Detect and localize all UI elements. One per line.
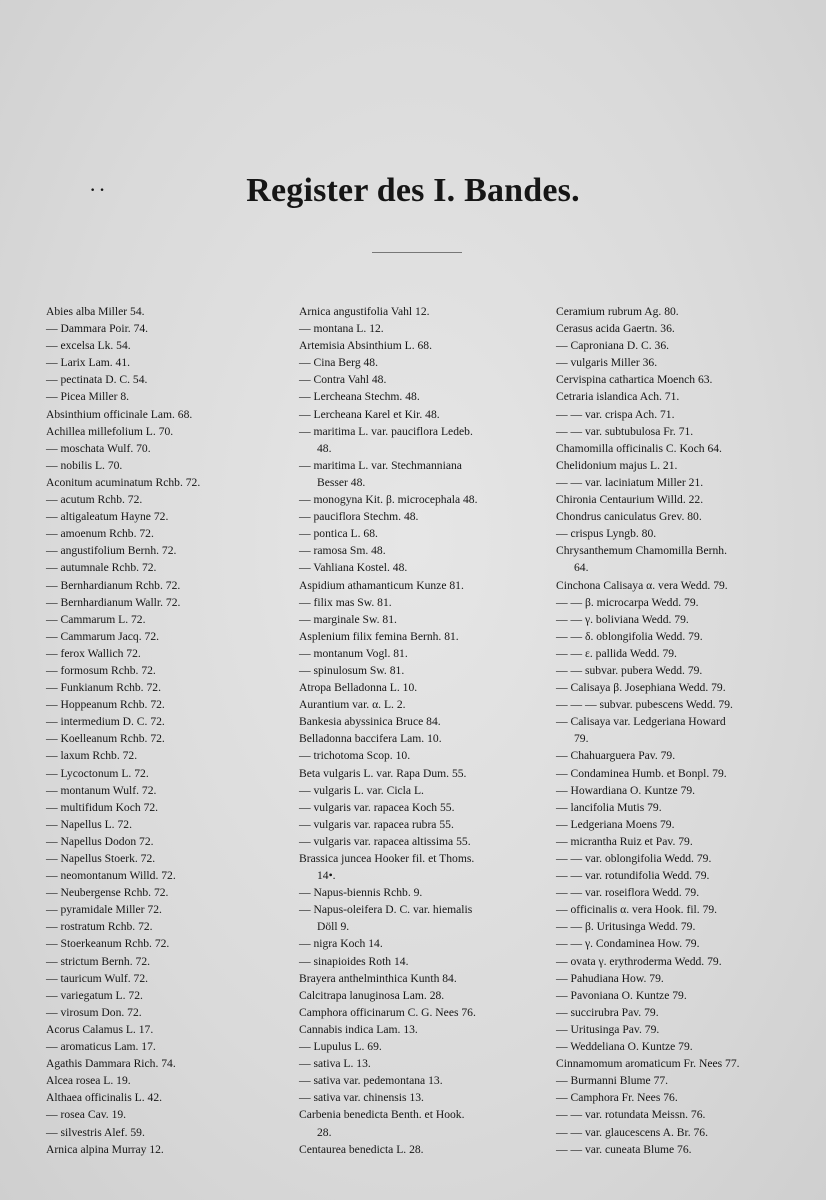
- index-entry: Brassica juncea Hooker fil. et Thoms.: [299, 852, 475, 865]
- index-entry: — Napus-oleifera D. C. var. hiemalis: [299, 903, 473, 917]
- index-entry: Acorus Calamus L. 17.: [46, 1022, 154, 1036]
- index-entry: — Pavoniana O. Kuntze 79.: [556, 988, 687, 1002]
- index-entry: — — var. glaucescens A. Br. 76.: [556, 1125, 708, 1139]
- index-entry: — — subvar. pubera Wedd. 79.: [556, 663, 703, 677]
- index-entry: Cinnamomum aromaticum Fr. Nees 77.: [556, 1057, 740, 1071]
- index-entry: Carbenia benedicta Benth. et Hook.: [299, 1108, 465, 1122]
- index-entry: — intermedium D. C. 72.: [46, 715, 165, 729]
- index-entry: — vulgaris L. var. Cicla L.: [299, 783, 424, 797]
- index-entry: — Koelleanum Rchb. 72.: [46, 732, 165, 746]
- index-entry: Ceramium rubrum Ag. 80.: [556, 305, 679, 318]
- index-entry: — Vahliana Kostel. 48.: [299, 561, 408, 575]
- index-entry: — vulgaris Miller 36.: [556, 356, 658, 370]
- index-entry: — altigaleatum Hayne 72.: [46, 510, 169, 524]
- index-entry: — Napellus L. 72.: [46, 817, 132, 831]
- index-entry: — rosea Cav. 19.: [46, 1108, 127, 1122]
- index-entry: — Stoerkeanum Rchb. 72.: [46, 937, 170, 951]
- title-divider: [372, 252, 462, 253]
- index-entry: 64.: [574, 561, 589, 575]
- index-entry: — ovata γ. erythroderma Wedd. 79.: [556, 954, 722, 968]
- index-entry: Beta vulgaris L. var. Rapa Dum. 55.: [299, 766, 467, 780]
- index-entry: — nigra Koch 14.: [299, 937, 383, 951]
- index-entry: Achillea millefolium L. 70.: [46, 424, 174, 438]
- index-entry: — Uritusinga Pav. 79.: [556, 1022, 660, 1036]
- index-entry: — Calisaya β. Josephiana Wedd. 79.: [556, 681, 726, 695]
- index-entry: — lancifolia Mutis 79.: [556, 800, 662, 814]
- index-entry: — rostratum Rchb. 72.: [46, 920, 153, 934]
- index-entry: — — β. Uritusinga Wedd. 79.: [556, 920, 696, 934]
- index-entry: Aurantium var. α. L. 2.: [299, 698, 406, 712]
- index-entry: — moschata Wulf. 70.: [46, 441, 151, 455]
- index-entry: Calcitrapa lanuginosa Lam. 28.: [299, 988, 445, 1002]
- index-entry: — montanum Vogl. 81.: [299, 646, 408, 660]
- index-entry: — montana L. 12.: [299, 322, 384, 336]
- index-entry: — — δ. oblongifolia Wedd. 79.: [556, 629, 703, 643]
- index-entry: — Bernhardianum Rchb. 72.: [46, 578, 181, 592]
- index-entry: — filix mas Sw. 81.: [299, 595, 392, 609]
- index-entry: — Dammara Poir. 74.: [46, 322, 149, 336]
- index-entry: — sinapioides Roth 14.: [299, 954, 409, 968]
- index-entry: Artemisia Absinthium L. 68.: [299, 339, 432, 353]
- index-entry: Arnica alpina Murray 12.: [46, 1142, 164, 1156]
- index-entry: — amoenum Rchb. 72.: [46, 527, 154, 541]
- index-entry: — marginale Sw. 81.: [299, 612, 397, 626]
- index-entry: Aconitum acuminatum Rchb. 72.: [46, 475, 201, 489]
- index-entry: Arnica angustifolia Vahl 12.: [299, 305, 430, 318]
- index-entry: Cervispina cathartica Moench 63.: [556, 373, 713, 387]
- index-entry: — variegatum L. 72.: [46, 988, 143, 1002]
- index-entry: — ramosa Sm. 48.: [299, 544, 386, 558]
- index-entry: — Cammarum L. 72.: [46, 612, 146, 626]
- index-entry: — Caproniana D. C. 36.: [556, 339, 670, 353]
- index-entry: Alcea rosea L. 19.: [46, 1074, 131, 1088]
- index-entry: — laxum Rchb. 72.: [46, 749, 138, 763]
- index-entry: — Napus-biennis Rchb. 9.: [299, 886, 423, 900]
- index-entry: — Lupulus L. 69.: [299, 1040, 382, 1054]
- index-entry: Cannabis indica Lam. 13.: [299, 1022, 418, 1036]
- index-entry: — pauciflora Stechm. 48.: [299, 510, 419, 524]
- index-entry: Cerasus acida Gaertn. 36.: [556, 322, 675, 336]
- index-entry: — maritima L. var. pauciflora Ledeb.: [299, 424, 473, 438]
- index-entry: Belladonna baccifera Lam. 10.: [299, 732, 442, 746]
- index-entry: Cetraria islandica Ach. 71.: [556, 390, 680, 404]
- index-entry: — pontica L. 68.: [299, 527, 378, 541]
- index-entry: — vulgaris var. rapacea Koch 55.: [299, 800, 455, 814]
- index-entry: — Lycoctonum L. 72.: [46, 766, 149, 780]
- index-entry: — Weddeliana O. Kuntze 79.: [556, 1040, 693, 1054]
- index-entry: — — var. laciniatum Miller 21.: [556, 475, 704, 489]
- index-entry: Asplenium filix femina Bernh. 81.: [299, 629, 459, 643]
- index-entry: Althaea officinalis L. 42.: [46, 1091, 163, 1105]
- index-entry: 79.: [574, 732, 589, 746]
- index-entry: Brayera anthelminthica Kunth 84.: [299, 971, 457, 985]
- margin-specks: · ·: [90, 182, 105, 199]
- index-entry: Döll 9.: [317, 920, 350, 934]
- index-entry: — crispus Lyngb. 80.: [556, 527, 657, 541]
- index-entry: — — var. rotundata Meissn. 76.: [556, 1108, 706, 1122]
- index-entry: — micrantha Ruiz et Pav. 79.: [556, 834, 693, 848]
- index-entry: — — β. microcarpa Wedd. 79.: [556, 595, 699, 609]
- index-entry: — monogyna Kit. β. microcephala 48.: [299, 493, 478, 507]
- index-entry: — Calisaya var. Ledgeriana Howard: [556, 715, 726, 729]
- index-entry: — montanum Wulf. 72.: [46, 783, 157, 797]
- index-entry: — Bernhardianum Wallr. 72.: [46, 595, 181, 609]
- index-entry: — Hoppeanum Rchb. 72.: [46, 698, 165, 712]
- index-entry: — virosum Don. 72.: [46, 1005, 142, 1019]
- index-entry: Agathis Dammara Rich. 74.: [46, 1057, 176, 1071]
- index-entry: 14•.: [317, 869, 336, 883]
- index-entry: — nobilis L. 70.: [46, 458, 123, 472]
- index-entry: — Condaminea Humb. et Bonpl. 79.: [556, 766, 727, 780]
- index-entry: — Funkianum Rchb. 72.: [46, 681, 161, 695]
- index-entry: — Napellus Dodon 72.: [46, 834, 154, 848]
- index-entry: Centaurea benedicta L. 28.: [299, 1142, 424, 1156]
- index-entry: — trichotoma Scop. 10.: [299, 749, 411, 763]
- index-entry: — Lercheana Stechm. 48.: [299, 390, 420, 404]
- index-entry: Atropa Belladonna L. 10.: [299, 681, 418, 695]
- index-entry: — angustifolium Bernh. 72.: [46, 544, 177, 558]
- index-entry: — Chahuarguera Pav. 79.: [556, 749, 676, 763]
- index-entry: — officinalis α. vera Hook. fil. 79.: [556, 903, 718, 917]
- index-column-1: [46, 303, 286, 1158]
- index-entry: — Lercheana Karel et Kir. 48.: [299, 407, 440, 421]
- index-entry: — — — subvar. pubescens Wedd. 79.: [556, 698, 733, 712]
- index-entry: — pectinata D. C. 54.: [46, 373, 148, 387]
- index-entry: — acutum Rchb. 72.: [46, 493, 143, 507]
- index-entry: — Picea Miller 8.: [46, 390, 130, 404]
- index-entry: 28.: [317, 1125, 332, 1139]
- index-entry: — Cina Berg 48.: [299, 356, 379, 370]
- index-entry: — sativa L. 13.: [299, 1057, 371, 1071]
- index-entry: Chironia Centaurium Willd. 22.: [556, 493, 704, 507]
- index-entry: — — var. crispa Ach. 71.: [556, 407, 675, 421]
- index-entry: — Pahudiana How. 79.: [556, 971, 664, 985]
- index-entry: — spinulosum Sw. 81.: [299, 663, 405, 677]
- index-entry: — — var. cuneata Blume 76.: [556, 1142, 692, 1156]
- index-entry: — — ε. pallida Wedd. 79.: [556, 646, 677, 660]
- index-entry: — Neubergense Rchb. 72.: [46, 886, 169, 900]
- index-entry: — excelsa Lk. 54.: [46, 339, 131, 353]
- index-entry: Cinchona Calisaya α. vera Wedd. 79.: [556, 578, 728, 592]
- index-entry: Bankesia abyssinica Bruce 84.: [299, 715, 441, 729]
- index-entry: — ferox Wallich 72.: [46, 646, 141, 660]
- index-entry: 48.: [317, 441, 332, 455]
- index-entry: — Cammarum Jacq. 72.: [46, 629, 160, 643]
- index-entry: — Larix Lam. 41.: [46, 356, 131, 370]
- index-entry: Besser 48.: [317, 475, 366, 489]
- index-column-2: [299, 303, 549, 1158]
- index-entry: — neomontanum Willd. 72.: [46, 869, 176, 883]
- index-entry: — multifidum Koch 72.: [46, 800, 159, 814]
- index-entry: — sativa var. chinensis 13.: [299, 1091, 424, 1105]
- index-entry: Chelidonium majus L. 21.: [556, 458, 678, 472]
- index-entry: Absinthium officinale Lam. 68.: [46, 407, 193, 421]
- index-entry: — — var. oblongifolia Wedd. 79.: [556, 852, 712, 865]
- index-entry: Chrysanthemum Chamomilla Bernh.: [556, 544, 727, 558]
- index-entry: — Camphora Fr. Nees 76.: [556, 1091, 678, 1105]
- index-entry: Aspidium athamanticum Kunze 81.: [299, 578, 464, 592]
- index-entry: — Napellus Stoerk. 72.: [46, 852, 156, 865]
- index-entry: — succirubra Pav. 79.: [556, 1005, 659, 1019]
- index-entry: — silvestris Alef. 59.: [46, 1125, 145, 1139]
- index-entry: — — γ. boliviana Wedd. 79.: [556, 612, 689, 626]
- index-entry: — autumnale Rchb. 72.: [46, 561, 157, 575]
- index-entry: — Howardiana O. Kuntze 79.: [556, 783, 696, 797]
- index-entry: — tauricum Wulf. 72.: [46, 971, 149, 985]
- index-entry: — maritima L. var. Stechmanniana: [299, 458, 462, 472]
- index-entry: — aromaticus Lam. 17.: [46, 1040, 156, 1054]
- index-entry: Abies alba Miller 54.: [46, 305, 145, 318]
- index-entry: — strictum Bernh. 72.: [46, 954, 151, 968]
- index-entry: — Burmanni Blume 77.: [556, 1074, 669, 1088]
- index-entry: — vulgaris var. rapacea rubra 55.: [299, 817, 454, 831]
- page-title: Register des I. Bandes.: [246, 172, 580, 209]
- index-entry: — — γ. Condaminea How. 79.: [556, 937, 700, 951]
- index-entry: — formosum Rchb. 72.: [46, 663, 156, 677]
- index-entry: — sativa var. pedemontana 13.: [299, 1074, 443, 1088]
- index-entry: Chamomilla officinalis C. Koch 64.: [556, 441, 722, 455]
- index-column-3: [556, 303, 818, 1158]
- index-entry: — — var. subtubulosa Fr. 71.: [556, 424, 694, 438]
- index-entry: — Contra Vahl 48.: [299, 373, 387, 387]
- index-entry: — Ledgeriana Moens 79.: [556, 817, 675, 831]
- index-entry: Chondrus caniculatus Grev. 80.: [556, 510, 702, 524]
- index-entry: — vulgaris var. rapacea altissima 55.: [299, 834, 471, 848]
- index-entry: — — var. rotundifolia Wedd. 79.: [556, 869, 710, 883]
- index-entry: Camphora officinarum C. G. Nees 76.: [299, 1005, 476, 1019]
- index-entry: — pyramidale Miller 72.: [46, 903, 162, 917]
- index-entry: — — var. roseiflora Wedd. 79.: [556, 886, 700, 900]
